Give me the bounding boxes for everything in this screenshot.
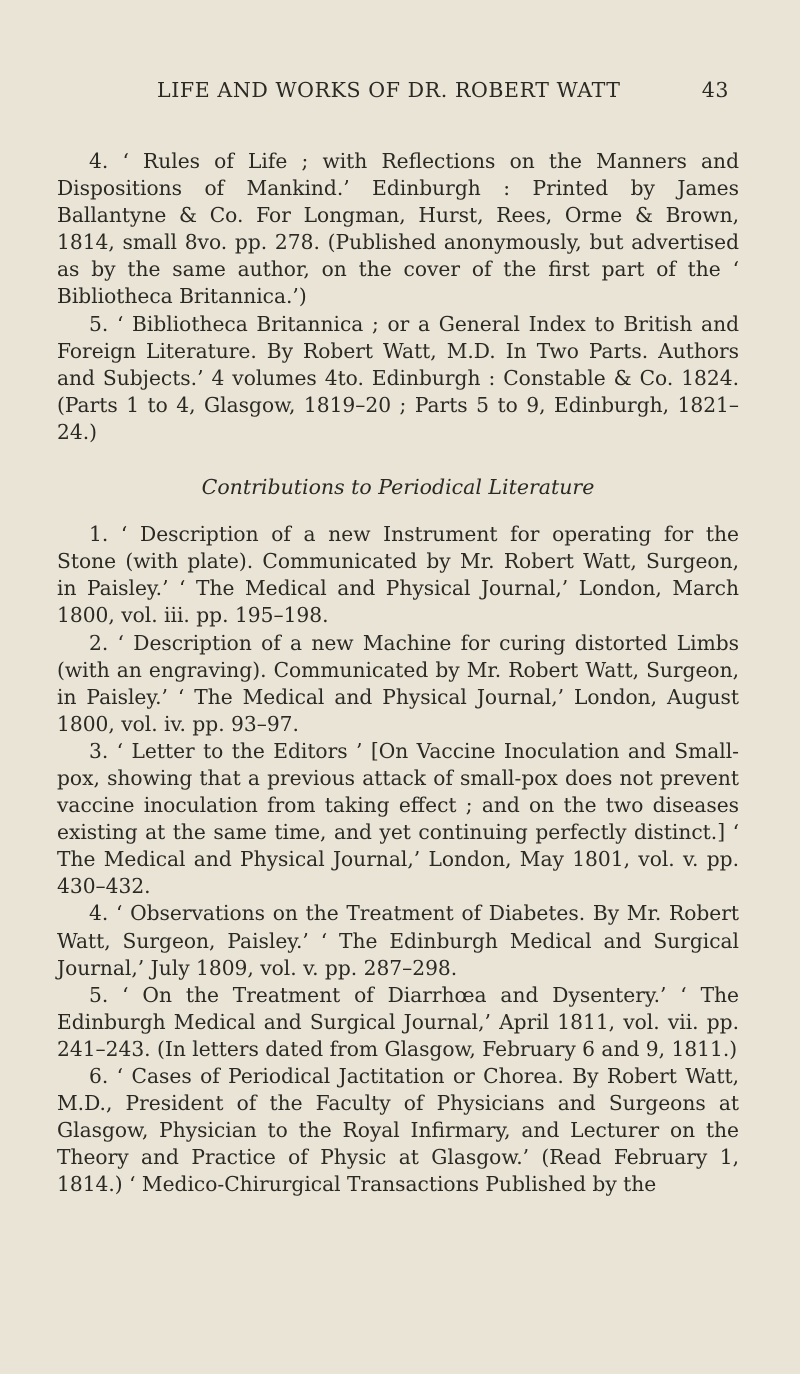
paragraph-contribution-3: 3. ‘ Letter to the Editors ’ [On Vaccine Inoculation and Small-pox, showing that a previous attack of small-pox does not prevent vaccine inoculation from taking effect ; and on the two diseases existing at the same time, and yet continuing perfectly distinct.] ‘ The Medical and Physical Journal,’ London, May 1801, vol. v. pp. 430–432.: [57, 738, 739, 899]
section-heading: Contributions to Periodical Literature: [201, 475, 595, 500]
body-text: [57, 148, 739, 1198]
paragraph-contribution-5: 5. ‘ On the Treatment of Diarrhœa and Dysentery.’ ‘ The Edinburgh Medical and Surgical Journal,’ April 1811, vol. vii. pp. 241–243. (In letters dated from Glasgow, February 6 and 9, 1811.): [57, 982, 739, 1061]
paragraph-contribution-4: 4. ‘ Observations on the Treatment of Diabetes. By Mr. Robert Watt, Surgeon, Paisley.’ ‘ The Edinburgh Medical and Surgical Journal,’ July 1809, vol. v. pp. 287–298.: [57, 901, 739, 980]
paragraph-entry-4: 4. ‘ Rules of Life ; with Reflections on the Manners and Dispositions of Mankind.’ Edinburgh : Printed by James Ballantyne & Co. For Longman, Hurst, Rees, Orme & Brown, 1814, small 8vo. pp. 278. (Published anonymously, but advertised as by the same author, on the cover of the first part of the ‘ Bibliotheca Britannica.’): [57, 149, 739, 309]
running-title: LIFE AND WORKS OF DR. ROBERT WATT: [157, 78, 621, 102]
paragraph-contribution-6: 6. ‘ Cases of Periodical Jactitation or Chorea. By Robert Watt, M.D., President of the Faculty of Physicians and Surgeons at Glasgow, Physician to the Royal Infirmary, and Lecturer on the Theory and Practice of Physic at Glasgow.’ (Read February 1, 1814.) ‘ Medico-Chirurgical Transactions Published by the: [57, 1064, 739, 1197]
paragraph-entry-5: 5. ‘ Bibliotheca Britannica ; or a General Index to British and Foreign Literature. By Robert Watt, M.D. In Two Parts. Authors and Subjects.’ 4 volumes 4to. Edinburgh : Constable & Co. 1824. (Parts 1 to 4, Glasgow, 1819–20 ; Parts 5 to 9, Edinburgh, 1821–24.): [57, 311, 739, 444]
page-number: 43: [701, 78, 729, 102]
page-header: [0, 78, 800, 118]
paragraph-contribution-1: 1. ‘ Description of a new Instrument for operating for the Stone (with plate). Communicated by Mr. Robert Watt, Surgeon, in Paisley.’ ‘ The Medical and Physical Journal,’ London, March 1800, vol. iii. pp. 195–198.: [57, 522, 739, 628]
paragraph-contribution-2: 2. ‘ Description of a new Machine for curing distorted Limbs (with an engraving). Communicated by Mr. Robert Watt, Surgeon, in Paisley.’ ‘ The Medical and Physical Journal,’ London, August 1800, vol. iv. pp. 93–97.: [57, 630, 739, 736]
